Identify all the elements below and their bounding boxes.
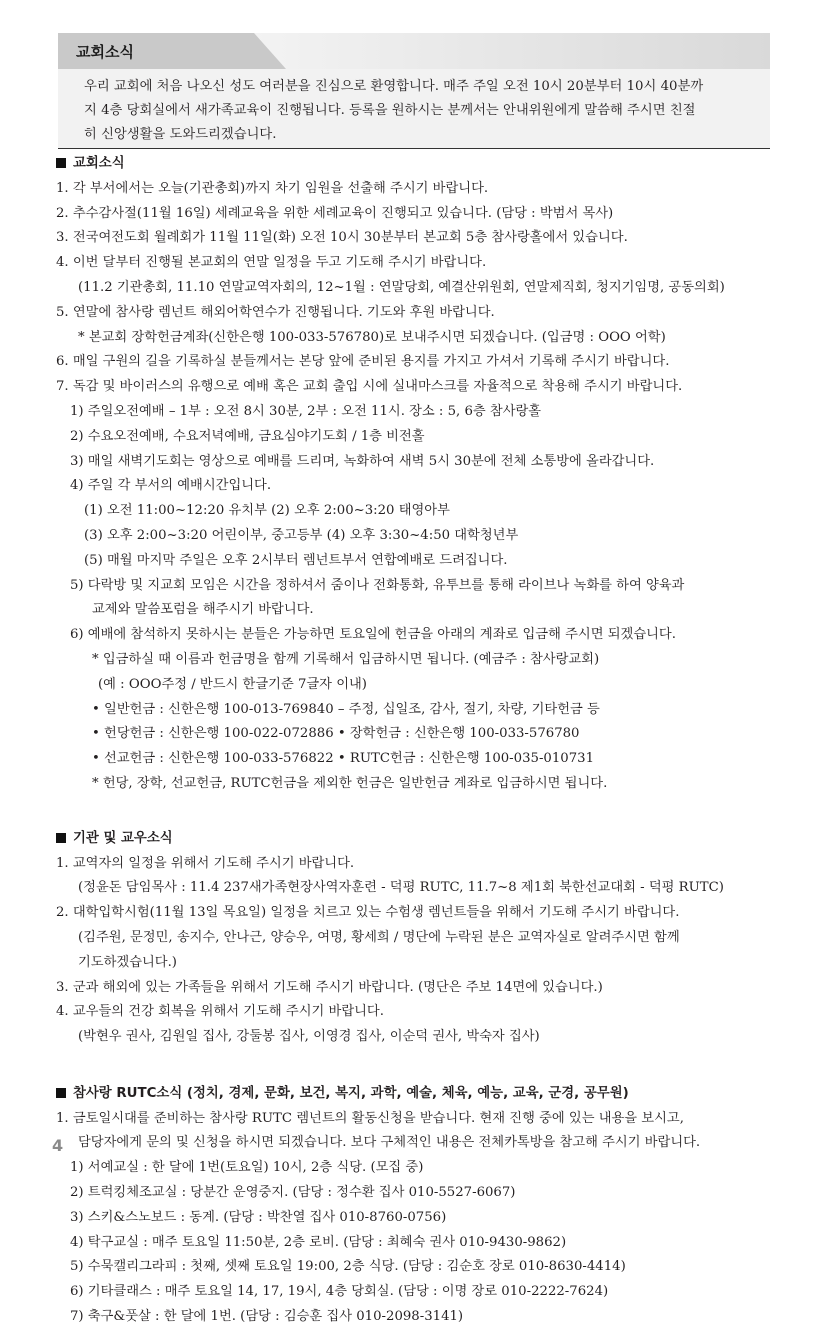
list-item: 1) 주일오전예배 – 1부 : 오전 8시 30분, 2부 : 오전 11시. 장소 : 5, 6층 참사랑홀 [70,403,542,419]
list-item: 1. 금토일시대를 준비하는 참사랑 RUTC 렘넌트의 활동신청을 받습니다. 현재 진행 중에 있는 내용을 보시고, [56,1110,684,1126]
list-item: * 본교회 장학헌금계좌(신한은행 100-033-576780)로 보내주시면 되겠습니다. (입금명 : OOO 어학) [78,329,666,345]
section-header [58,33,770,69]
list-item: 3) 매일 새벽기도회는 영상으로 예배를 드리며, 녹화하여 새벽 5시 30분에 전체 소통방에 올라갑니다. [70,453,655,469]
page-number: 4 [52,1136,64,1155]
list-item: • 일반헌금 : 신한은행 100-013-769840 – 주정, 십일조, 감사, 절기, 차량, 기타헌금 등 [92,701,600,717]
list-item: (정윤돈 담임목사 : 11.4 237새가족현장사역자훈련 - 덕평 RUTC, 11.7~8 제1회 북한선교대회 - 덕평 RUTC) [78,880,724,896]
list-item: 7. 독감 및 바이러스의 유행으로 예배 혹은 교회 출입 시에 실내마스크를 자율적으로 착용해 주시기 바랍니다. [56,379,683,395]
list-item: 2. 추수감사절(11월 16일) 세례교육을 위한 세례교육이 진행되고 있습니다. (담당 : 박범서 목사) [56,205,614,221]
list-item: 5. 연말에 참사랑 렘넌트 해외어학연수가 진행됩니다. 기도와 후원 바랍니다. [56,304,495,320]
welcome-line: 지 4층 당회실에서 새가족교육이 진행됩니다. 등록을 원하시는 분께서는 안내위원에게 말씀해 주시면 친절 [84,103,696,118]
list-item: 담당자에게 문의 및 신청을 하시면 되겠습니다. 보다 구체적인 내용은 전체카톡방을 참고해 주시기 바랍니다. [78,1135,701,1151]
list-item: (김주원, 문정민, 송지수, 안나근, 양승우, 여명, 황세희 / 명단에 누락된 분은 교역자실로 알려주시면 함께 [78,929,680,945]
list-item: 2. 대학입학시험(11월 13일 목요일) 일정을 치르고 있는 수험생 렘넌트들을 위해서 기도해 주시기 바랍니다. [56,905,680,921]
bullet-square-icon [56,833,66,843]
list-item: 4. 교우들의 건강 회복을 위해서 기도해 주시기 바랍니다. [56,1004,384,1020]
list-item: 6) 기타클래스 : 매주 토요일 14, 17, 19시, 4층 당회실. (담당 : 이명 장로 010-2222-7624) [70,1284,609,1300]
list-item: (5) 매월 마지막 주일은 오후 2시부터 렘넌트부서 연합예배로 드려집니다. [84,552,508,568]
section-heading [56,827,778,852]
list-item: 5) 다락방 및 지교회 모임은 시간을 정하셔서 줌이나 전화통화, 유투브를 통해 라이브나 녹화를 하여 양육과 [70,577,685,593]
bullet-square-icon [56,1088,66,1098]
list-item: 기도하겠습니다.) [78,954,177,970]
list-item: • 선교헌금 : 신한은행 100-033-576822 • RUTC헌금 : 신한은행 100-035-010731 [92,751,595,767]
list-item: 4) 주일 각 부서의 예배시간입니다. [70,478,272,494]
list-item: 6) 예배에 참석하지 못하시는 분들은 가능하면 토요일에 헌금을 아래의 계좌로 입금해 주시면 되겠습니다. [70,627,676,643]
list-item: 3) 스키&스노보드 : 동계. (담당 : 박찬열 집사 010-8760-0756) [70,1209,447,1225]
list-item: (3) 오후 2:00~3:20 어린이부, 중고등부 (4) 오후 3:30~4:50 대학청년부 [84,527,519,543]
list-item: 1. 각 부서에서는 오늘(기관총회)까지 차기 임원을 선출해 주시기 바랍니다. [56,180,489,196]
bullet-square-icon [56,158,66,168]
list-item: (박현우 권사, 김원일 집사, 강둘봉 집사, 이영경 집사, 이순덕 권사, 박숙자 집사) [78,1029,540,1045]
list-item: 3. 전국여전도회 월례회가 11월 11일(화) 오전 10시 30분부터 본교회 5층 참사랑홀에서 있습니다. [56,230,628,246]
section-heading [56,1082,778,1107]
header-title: 교회소식 [76,43,134,61]
list-item: (11.2 기관총회, 11.10 연말교역자회의, 12~1월 : 연말당회, 예결산위원회, 연말제직회, 청지기임명, 공동의회) [78,279,725,295]
list-item: 1. 교역자의 일정을 위해서 기도해 주시기 바랍니다. [56,855,355,871]
list-item: 7) 축구&풋살 : 한 달에 1번. (담당 : 김승훈 집사 010-2098-3141) [70,1309,464,1325]
list-item: 6. 매일 구원의 길을 기록하실 분들께서는 본당 앞에 준비된 용지를 가지고 가셔서 기록해 주시기 바랍니다. [56,354,670,370]
list-item: (예 : OOO주정 / 반드시 한글기준 7글자 이내) [98,676,367,692]
list-item: • 헌당헌금 : 신한은행 100-022-072886 • 장학헌금 : 신한은행 100-033-576780 [92,726,580,742]
list-item: 3. 군과 해외에 있는 가족들을 위해서 기도해 주시기 바랍니다. (명단은 주보 14면에 있습니다.) [56,979,603,995]
list-item: (1) 오전 11:00~12:20 유치부 (2) 오후 2:00~3:20 태영아부 [84,503,450,519]
section-heading [56,152,778,177]
list-item: 교제와 말씀포럼을 해주시기 바랍니다. [92,602,314,618]
main-content [56,152,778,1330]
list-item: * 헌당, 장학, 선교헌금, RUTC헌금을 제외한 헌금은 일반헌금 계좌로 입금하시면 됩니다. [92,775,608,791]
list-item: * 입금하실 때 이름과 헌금명을 함께 기록해서 입금하시면 됩니다. (예금주 : 참사랑교회) [92,651,600,667]
welcome-box [58,69,770,149]
list-item: 2) 수요오전예배, 수요저녁예배, 금요심야기도회 / 1층 비전홀 [70,428,425,444]
section-title: 참사랑 RUTC소식 (정치, 경제, 문화, 보건, 복지, 과학, 예술, 체육, 예능, 교육, 군경, 공무원) [73,1085,629,1101]
list-item: 4) 탁구교실 : 매주 토요일 11:50분, 2층 로비. (담당 : 최혜숙 권사 010-9430-9862) [70,1234,567,1250]
section-title: 기관 및 교우소식 [73,830,173,846]
list-item: 1) 서예교실 : 한 달에 1번(토요일) 10시, 2층 식당. (모집 중) [70,1160,424,1176]
list-item: 2) 트럭킹체조교실 : 당분간 운영중지. (담당 : 정수환 집사 010-5527-6067) [70,1185,516,1201]
welcome-line: 우리 교회에 처음 나오신 성도 여러분을 진심으로 환영합니다. 매주 주일 오전 10시 20분부터 10시 40분까 [84,79,704,94]
list-item: 4. 이번 달부터 진행될 본교회의 연말 일정을 두고 기도해 주시기 바랍니다. [56,255,487,271]
list-item: 5) 수묵캘리그라피 : 첫째, 셋째 토요일 19:00, 2층 식당. (담당 : 김순호 장로 010-8630-4414) [70,1259,626,1275]
section-title: 교회소식 [73,156,125,171]
welcome-line: 히 신앙생활을 도와드리겠습니다. [84,127,277,142]
